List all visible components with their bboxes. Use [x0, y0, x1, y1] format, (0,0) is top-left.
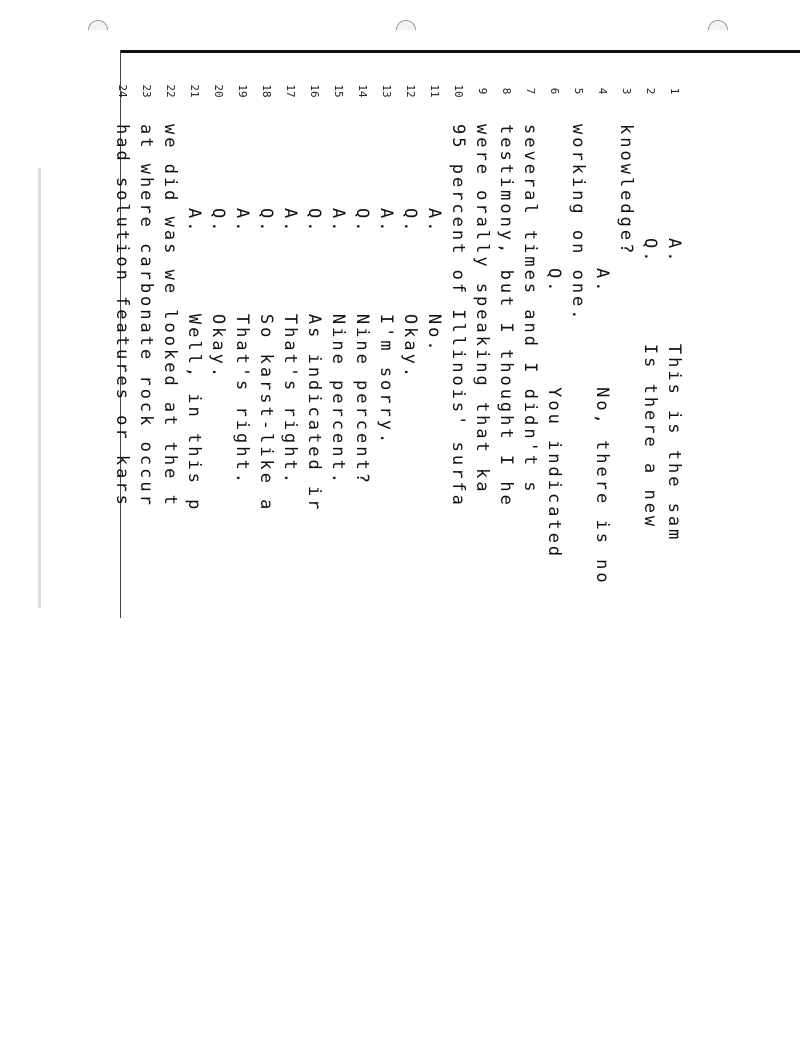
- line-number: 21: [188, 84, 201, 98]
- line-number: 24: [116, 84, 129, 98]
- punch-hole-left: [88, 20, 108, 40]
- line-text: A. That's right.: [280, 208, 300, 486]
- line-number: 18: [260, 84, 273, 98]
- line-number: 12: [404, 84, 417, 98]
- line-text: A. Well, in this p: [184, 208, 204, 513]
- line-text: we did was we looked at the t: [160, 124, 180, 508]
- line-text: A. I'm sorry.: [376, 208, 396, 447]
- line-text: A. No.: [424, 208, 444, 354]
- line-number: 10: [452, 84, 465, 98]
- line-number: 11: [428, 84, 441, 98]
- line-number: 5: [572, 87, 585, 95]
- line-number: 16: [308, 84, 321, 98]
- line-text: Q. Okay.: [400, 208, 420, 381]
- line-number: 2: [644, 87, 657, 95]
- scan-margin-shadow: [38, 168, 41, 608]
- line-number: 8: [500, 87, 513, 95]
- line-number: 22: [164, 84, 177, 98]
- line-text: had solution features or kars: [112, 124, 132, 508]
- line-text: Q. Nine percent?: [352, 208, 372, 486]
- line-number: 20: [212, 84, 225, 98]
- line-number: 4: [596, 87, 609, 95]
- line-text: several times and I didn't s: [520, 124, 540, 495]
- line-number: 19: [236, 84, 249, 98]
- line-number: 7: [524, 87, 537, 95]
- line-number: 23: [140, 84, 153, 98]
- line-text: were orally speaking that ka: [472, 124, 492, 495]
- line-number: 14: [356, 84, 369, 98]
- page-border-top: [120, 50, 800, 53]
- line-number: 17: [284, 84, 297, 98]
- line-number: 15: [332, 84, 345, 98]
- line-text: at where carbonate rock occur: [136, 124, 156, 508]
- transcript-page: [112, 60, 700, 1060]
- line-text: 95 percent of Illinois' surfa: [448, 124, 468, 508]
- line-text: testimony, but I thought I he: [496, 124, 516, 508]
- line-number: 13: [380, 84, 393, 98]
- line-text: A. No, there is no: [592, 268, 612, 586]
- line-text: Q. You indicated: [544, 268, 564, 560]
- line-text: A. This is the sam: [664, 238, 684, 543]
- line-text: knowledge?: [616, 124, 636, 257]
- line-text: A. Nine percent.: [328, 208, 348, 486]
- line-number: 9: [476, 87, 489, 95]
- line-text: Q. So karst-like a: [256, 208, 276, 513]
- line-text: Q. Okay.: [208, 208, 228, 381]
- line-text: Q. Is there a new: [640, 238, 660, 530]
- punch-hole-right: [708, 20, 728, 40]
- punch-hole-center: [396, 20, 416, 40]
- line-number: 3: [620, 87, 633, 95]
- line-text: working on one.: [568, 124, 588, 323]
- line-text: Q. As indicated ir: [304, 208, 324, 513]
- line-number: 6: [548, 87, 561, 95]
- line-text: A. That's right.: [232, 208, 252, 486]
- line-number: 1: [668, 87, 681, 95]
